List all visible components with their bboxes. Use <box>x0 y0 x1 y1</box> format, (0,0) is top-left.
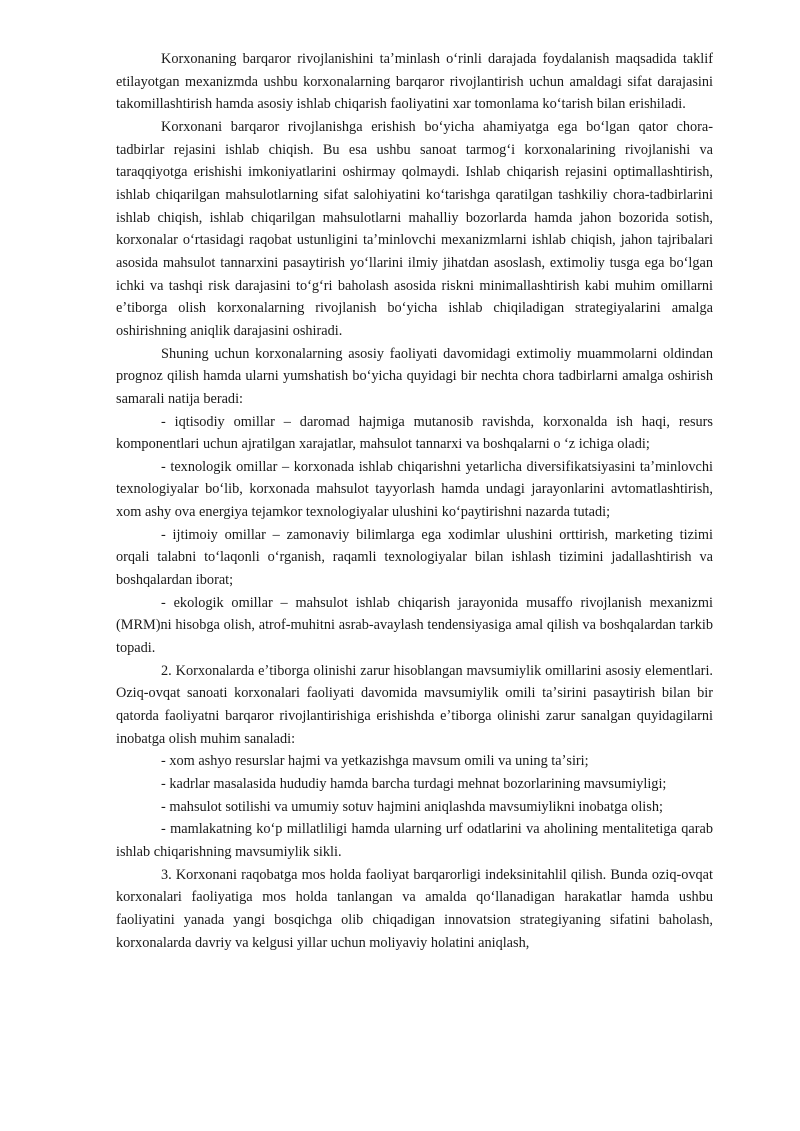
list-item-sales: - mahsulot sotilishi va umumiy sotuv hajmini aniqlashda mavsumiylikni inobatga olish; <box>161 798 663 815</box>
list-item-raw-materials: - xom ashyo resurslar hajmi va yetkazishga mavsum omili va uning taʼsiri; <box>161 753 589 770</box>
paragraph-1: Korxonaning barqaror rivojlanishini taʼminlash oʻrinli darajada foydalanish maqsadida taklif etilayotgan mexanizmda ushbu korxonalarning barqaror rivojlantirish uchun amaldagi sifat darajasini takomillashtirish hamda asosiy ishlab chiqarish faoliyatini xar tomonlama koʻtarish bilan erishiladi. <box>116 51 713 113</box>
paragraph-section-2: 2. Korxonalarda eʼtiborga olinishi zarur hisoblangan mavsumiylik omillarini asosiy elementlari. Oziq-ovqat sanoati korxonalari faoliyati davomida mavsumiylik omili taʼsirini pasaytirish bilan bir qatorda faoliyatni barqaror rivojlantirishiga erishishda eʼtiborga olinishi zarur sanalgan quyidagilarni inobatga olish muhim sanaladi: <box>116 662 713 747</box>
list-item-mentality: - mamlakatning koʻp millatliligi hamda ularning urf odatlarini va aholining mentalitetiga qarab ishlab chiqarishning mavsumiylik sikli. <box>116 821 713 860</box>
paragraph-2: Korxonani barqaror rivojlanishga erishish boʻyicha ahamiyatga ega boʻlgan qator chora-tadbirlar rejasini ishlab chiqish. Bu esa ushbu sanoat tarmogʻi korxonalarining rivojlanishi va taraqqiyotga erishishi imkoniyatlarini oshirmay qolmaydi. Ishlab chiqarish rejasini optimallashtirish, ishlab chiqarilgan mahsulotlarning sifat salohiyatini koʻtarishga qaratilgan tashkiliy chora-tadbirlarini ishlab chiqish, ishlab chiqarilgan mahsulotlarni mahalliy bozorlarda hamda jahon bozorida sotish, korxonalar oʻrtasidagi raqobat ustunligini taʼminlovchi mexanizmlarni ishlab chiqish, jahon tajribalari asosida mahsulot tannarxini pasaytirish yoʻllarini ilmiy jihatdan asoslash, extimoliy tusga ega boʻlgan ichki va tashqi risk darajasini toʻgʻri baholash asosida riskni minimallashtirish kabi muhim omillarni eʼtiborga olish korxonalarning rivojlanish boʻyicha ishlab chiqiladigan strategiyalarini amalga oshirishning aniqlik darajasini oshiradi. <box>116 118 713 339</box>
paragraph-3: Shuning uchun korxonalarning asosiy faoliyati davomidagi extimoliy muammolarni oldindan prognoz qilish hamda ularni yumshatish boʻyicha quyidagi bir nechta chora tadbirlarni amalga oshirish samarali natija beradi: <box>116 345 713 407</box>
list-item-ecological-factors: - ekologik omillar – mahsulot ishlab chiqarish jarayonida musaffo rivojlanish mexanizmi (MRM)ni hisobga olish, atrof-muhitni asrab-avaylash tendensiyasiga amal qilish va boshqalardan tarkib topadi. <box>116 594 713 657</box>
list-item-technological-factors: - texnologik omillar – korxonada ishlab chiqarishni yetarlicha diversifikatsiyasini taʼminlovchi texnologiyalar boʻlib, korxonada mahsulot tayyorlash hamda undagi jarayonlarini avtomatlashtirish, xom ashy ova energiya tejamkor texnologiyalar ulushini koʻpaytirishni nazarda tutadi; <box>116 458 713 521</box>
document-page <box>116 48 713 954</box>
paragraph-section-3: 3. Korxonani raqobatga mos holda faoliyat barqarorligi indeksinitahlil qilish. Bunda oziq-ovqat korxonalari faoliyatiga mos holda tanlangan va amalda qoʻllanadigan harakatlar hamda ushbu faoliyatini yanada yangi bosqichga olib chiqadigan innovatsion strategiyaning sifatini baholash, korxonalarda davriy va kelgusi yillar uchun moliyaviy holatini aniqlash, <box>116 866 713 951</box>
list-item-social-factors: - ijtimoiy omillar – zamonaviy bilimlarga ega xodimlar ulushini orttirish, marketing tizimi orqali talabni toʻlaqonli oʻrganish, raqamli texnologiyalar bilan ishlash tizimini jadallashtirish va boshqalardan iborat; <box>116 526 713 589</box>
list-item-economic-factors: - iqtisodiy omillar – daromad hajmiga mutanosib ravishda, korxonalda ish haqi, resurs komponentlari uchun ajratilgan xarajatlar, mahsulot tannarxi va boshqalarni o ‘z ichiga oladi; <box>116 413 713 453</box>
list-item-personnel: - kadrlar masalasida hududiy hamda barcha turdagi mehnat bozorlarining mavsumiyligi; <box>161 776 667 792</box>
